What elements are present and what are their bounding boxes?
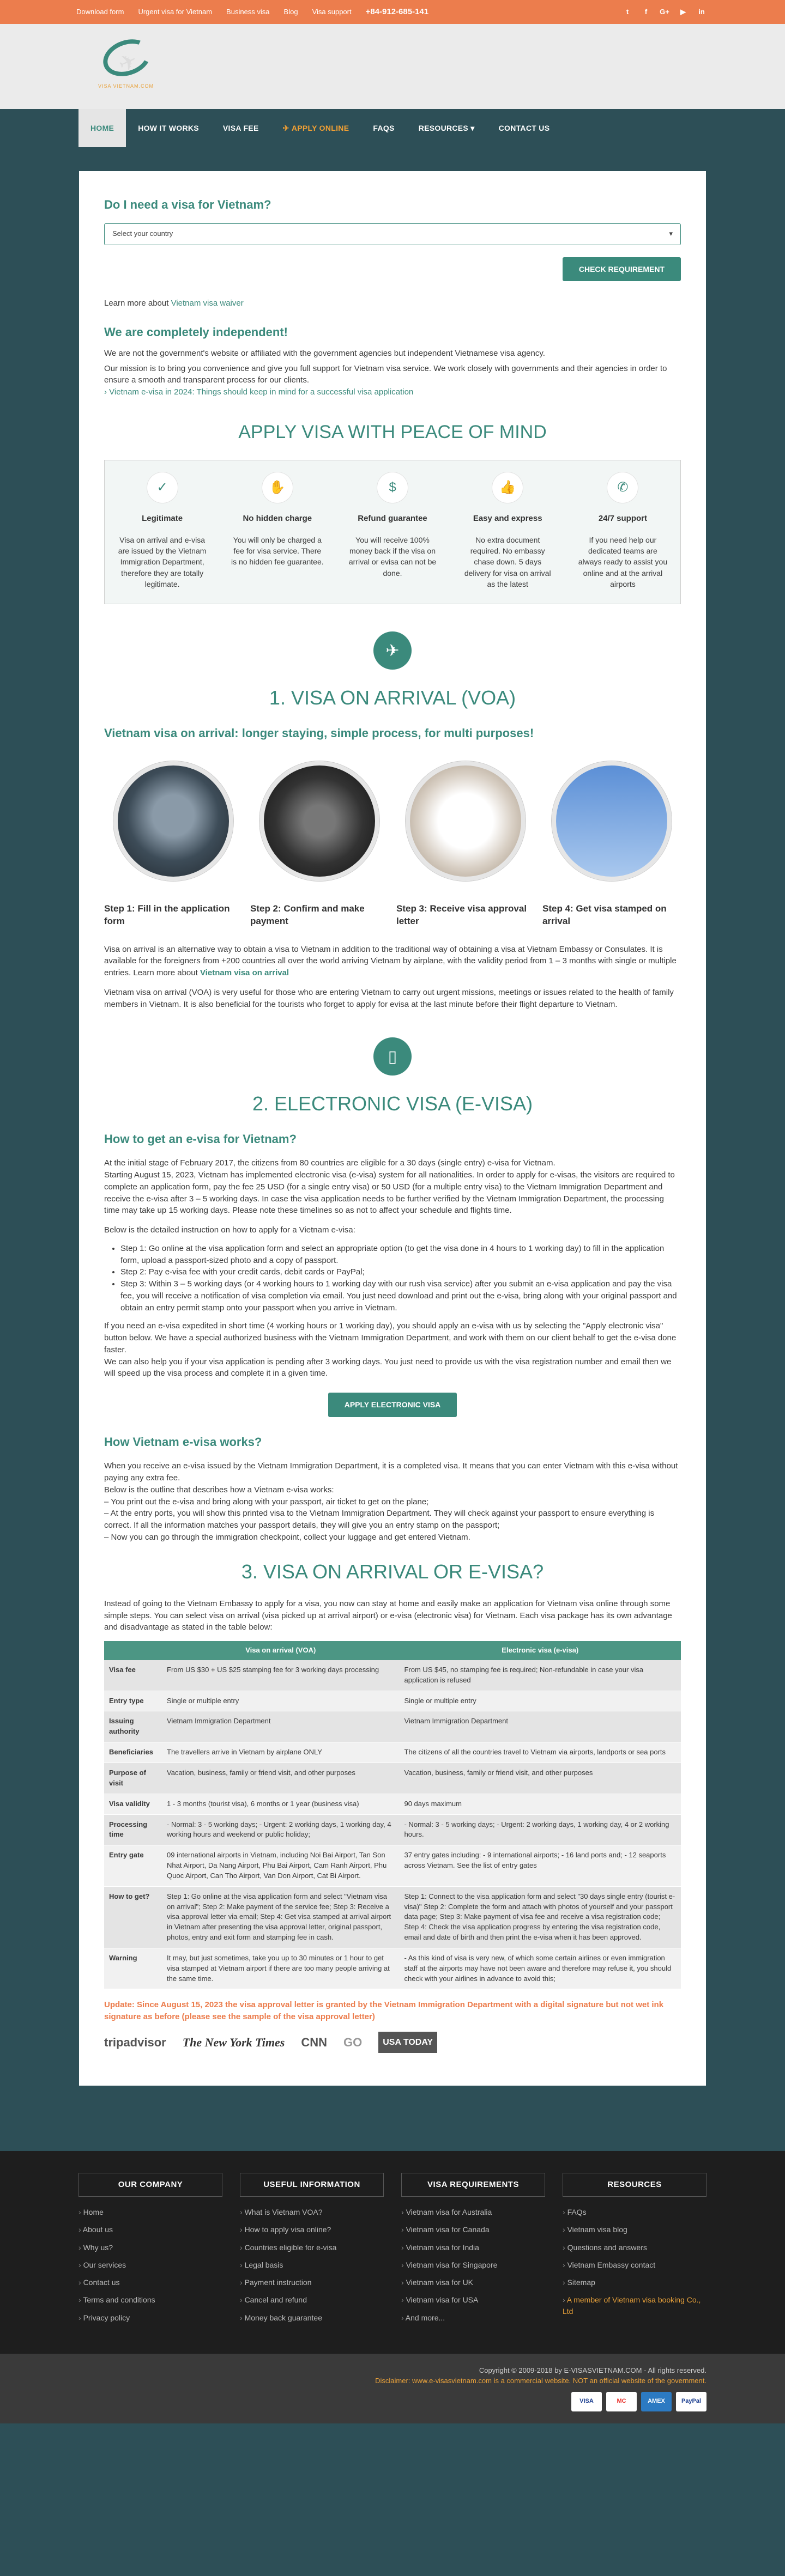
nav-apply-online[interactable] — [271, 109, 361, 147]
footer-col-title: USEFUL INFORMATION — [240, 2173, 384, 2197]
feature-legitimate — [105, 472, 220, 593]
table-cell: Step 1: Connect to the visa application form and select "30 days single entry (tourist e-visa)" Step 2: Complete the form and attach with photos of yourself and your passport data page; Step 3: Make payment of visa fee and receive a visa registration code; Step 4: Check the visa application progress by entering the visa registration code, email and date of birth and then print the e-visa when it has been approved. — [399, 1886, 681, 1948]
youtube-icon[interactable]: ▶ — [680, 7, 686, 16]
step-photo-airplane — [552, 761, 672, 881]
evisa-how-title: How to get an e-visa for Vietnam? — [104, 1132, 297, 1146]
table-cell: Vietnam Immigration Department — [162, 1711, 399, 1742]
voa-text-1 — [104, 944, 681, 979]
table-row — [104, 1763, 681, 1794]
bottom-bar — [0, 2354, 785, 2423]
table-row — [104, 1691, 681, 1711]
feature-refund — [335, 472, 450, 593]
visa-question-title: Do I need a visa for Vietnam? — [104, 198, 271, 211]
evisa-title: 2. ELECTRONIC VISA (E-VISA) — [252, 1092, 533, 1115]
evisa-text-4: If you need an e-visa expedited in short time (4 working hours or 1 working day), you should apply an e-visa with us by selecting the "Apply electronic visa" button below. We have a special authorized business with the Vietnam Immigration Department, and work with them on our client behalf to get the e-visa done faster. — [104, 1321, 677, 1354]
table-cell: From US $45, no stamping fee is required; Non-refundable in case your visa application is refused — [399, 1660, 681, 1691]
twitter-icon[interactable]: t — [626, 7, 629, 16]
feature-no-hidden-charge — [220, 472, 335, 593]
footer-link[interactable]: › Vietnam visa blog — [563, 2221, 706, 2238]
table-cell: 90 days maximum — [399, 1794, 681, 1814]
voa-steps — [104, 761, 681, 927]
table-row — [104, 1794, 681, 1814]
footer-col-title: RESOURCES — [563, 2173, 706, 2197]
feature-text: No extra document required. No embassy chase down. 5 days delivery for visa on arrival as the latest — [464, 535, 551, 589]
footer-link[interactable]: › Vietnam Embassy contact — [563, 2256, 706, 2274]
footer-link[interactable]: › A member of Vietnam visa booking Co., Ltd — [563, 2291, 706, 2320]
voa-subtitle: Vietnam visa on arrival: longer staying, simple process, for multi purposes! — [104, 726, 534, 740]
visa-waiver-link[interactable]: Vietnam visa waiver — [171, 299, 244, 308]
nav-apply-label: APPLY ONLINE — [291, 123, 349, 132]
table-cell: Vietnam Immigration Department — [399, 1711, 681, 1742]
evisa-text-1: At the initial stage of February 2017, the citizens from 80 countries are eligible for a 30 days (single entry) e-visa for Vietnam. — [104, 1158, 555, 1168]
footer-link[interactable]: › How to apply visa online? — [240, 2221, 384, 2238]
table-row — [104, 1742, 681, 1763]
download-form-link[interactable]: Download form — [76, 7, 124, 16]
table-cell: How to get? — [104, 1886, 162, 1948]
compare-intro: Instead of going to the Vietnam Embassy to apply for a visa, you now can stay at home and easily make an application for Vietnam visa online through some simple steps. You can select visa on arrival (visa picked up at arrival airport) or e-visa (electronic visa) for Vietnam. Each visa package has its own advantage and disadvantage as stated in the table below: — [104, 1599, 672, 1632]
step-photo-payment — [259, 761, 379, 881]
evisa-text-3: Below is the detailed instruction on how to apply for a Vietnam e-visa: — [104, 1225, 355, 1235]
table-cell: Processing time — [104, 1814, 162, 1845]
evisa-steps-list — [120, 1243, 681, 1314]
press-logos — [104, 2032, 681, 2053]
table-cell: Visa fee — [104, 1660, 162, 1691]
footer-link[interactable]: › Sitemap — [563, 2274, 706, 2291]
table-cell: - Normal: 3 - 5 working days; - Urgent: 2 working days, 1 working day, 4 working hours and weekend or public holiday; — [162, 1814, 399, 1845]
urgent-visa-link[interactable]: Urgent visa for Vietnam — [138, 7, 213, 16]
feature-text: Visa on arrival and e-visa are issued by the Vietnam Immigration Department, therefore they are totally legitimate. — [118, 535, 207, 589]
table-cell: From US $30 + US $25 stamping fee for 3 working days processing — [162, 1660, 399, 1691]
footer-link[interactable]: › Cancel and refund — [240, 2291, 384, 2308]
table-row — [104, 1660, 681, 1691]
voa-title: 1. VISA ON ARRIVAL (VOA) — [269, 686, 516, 709]
evisa-text-2: Starting August 15, 2023, Vietnam has implemented electronic visa (e-visa) system for all nationalities. In order to apply for e-visas, the visitors are required to complete an application form, pay the fee 25 USD (for a single entry visa) or 50 USD (for a multiple entry visa) to the Vietnam Immigration Department and receive the e-visa after 3 – 5 working days. In case the visa application needs to be further verified by the Vietnam Immigration Department, the processing time may take up 15 working days. Please note these timelines so as not to affect your schedule and flights time. — [104, 1170, 675, 1216]
payment-cards — [78, 2392, 706, 2411]
peace-of-mind-title: APPLY VISA WITH PEACE OF MIND — [238, 421, 547, 442]
footer-link[interactable]: › Questions and answers — [563, 2239, 706, 2256]
features-box — [104, 460, 681, 604]
paypal-icon: PayPal — [676, 2392, 706, 2411]
main-content — [79, 171, 706, 2086]
evisa-text-9: – At the entry ports, you will show this printed visa to the Vietnam Immigration Department. They will check against your passport to ensure everything is correct. If all the information matches your passport details, they will give you an entry stamp on the passport; — [104, 1509, 655, 1530]
google-plus-icon[interactable]: G+ — [660, 7, 669, 16]
footer-link[interactable]: › Contact us — [78, 2274, 222, 2291]
table-cell: 1 - 3 months (tourist visa), 6 months or 1 year (business visa) — [162, 1794, 399, 1814]
plane-icon: ✈ — [282, 123, 292, 132]
feature-text: You will receive 100% money back if the visa on arrival or evisa can not be done. — [348, 535, 437, 578]
table-cell: Purpose of visit — [104, 1763, 162, 1794]
evisa-text-5: We can also help you if your visa application is pending after 3 working days. You just need to provide us with the visa registration number and email then we will speed up the visa process and complete it in a given time. — [104, 1357, 672, 1378]
usa-today-logo: USA TODAY — [378, 2032, 437, 2053]
list-item: • Step 3: Within 3 – 5 working days (or 4 working hours to 1 working day with our rush visa service) after you submit an e-visa application and pay the visa fee, you will receive a notification of visa completion via email. You just need download and print out the e-visa, bring along with your original passport and obtain an entry permit stamp onto your passport when you arrive in Vietnam. — [120, 1278, 681, 1314]
table-cell: The travellers arrive in Vietnam by airplane ONLY — [162, 1742, 399, 1763]
step-photo-form — [113, 761, 233, 881]
step-title: Step 1: Fill in the application form — [104, 903, 230, 926]
table-header — [104, 1641, 162, 1660]
table-row — [104, 1711, 681, 1742]
nav-contact-us[interactable]: CONTACT US — [498, 123, 550, 132]
independent-text-2: Our mission is to bring you convenience and give you full support for Vietnam visa service. We work closely with governments and their agencies in order to ensure a smooth and transparent process for our clients. — [104, 363, 667, 385]
footer-link[interactable]: › Why us? — [78, 2239, 222, 2256]
topbar — [0, 0, 785, 24]
footer-link[interactable]: › Vietnam visa for UK — [401, 2274, 545, 2291]
main-nav — [0, 109, 785, 147]
nav-resources-label: RESOURCES — [418, 123, 469, 132]
check-badge-icon: ✓ — [147, 472, 178, 503]
table-cell: 09 international airports in Vietnam, including Noi Bai Airport, Tan Son Nhat Airport, Da Nang Airport, Phu Bai Airport, Cam Ranh Airport, Phu Quoc Airport, Can Tho Airport, Van Don Airport, Cat Bi Airport. — [162, 1845, 399, 1887]
independent-text-1: We are not the government's website or affiliated with the government agencies but independent Vietnamese visa agency. — [104, 348, 545, 358]
table-cell: Warning — [104, 1948, 162, 1989]
footer-link[interactable]: › Vietnam visa for USA — [401, 2291, 545, 2308]
table-cell: Single or multiple entry — [162, 1691, 399, 1711]
caret-down-icon: ▾ — [468, 123, 475, 132]
table-header: Visa on arrival (VOA) — [162, 1641, 399, 1660]
footer-link[interactable]: › Vietnam visa for India — [401, 2239, 545, 2256]
footer-col-resources — [563, 2173, 706, 2326]
nav-resources[interactable] — [407, 109, 487, 147]
dollar-icon: $ — [377, 472, 408, 503]
table-cell: The citizens of all the countries travel to Vietnam via airports, landports or sea ports — [399, 1742, 681, 1763]
table-cell: Entry type — [104, 1691, 162, 1711]
footer-link[interactable]: › What is Vietnam VOA? — [240, 2203, 384, 2221]
blog-link[interactable]: Blog — [283, 7, 298, 16]
step-title: Step 2: Confirm and make payment — [250, 903, 365, 926]
table-cell: Entry gate — [104, 1845, 162, 1887]
footer-col-info — [240, 2173, 384, 2326]
table-cell: 37 entry gates including: - 9 international airports; - 16 land ports and; - 12 seaports across Vietnam. See the list of entry gates — [399, 1845, 681, 1887]
table-row — [104, 1886, 681, 1948]
voa-step — [542, 761, 681, 927]
hand-icon: ✋ — [262, 472, 293, 503]
footer-link[interactable]: › About us — [78, 2221, 222, 2238]
evisa-text-7: Below is the outline that describes how a Vietnam e-visa works: — [104, 1485, 334, 1494]
feature-title: Easy and express — [473, 514, 542, 524]
table-header: Electronic visa (e-visa) — [399, 1641, 681, 1660]
evisa-2024-link[interactable]: › Vietnam e-visa in 2024: Things should keep in mind for a successful visa application — [104, 387, 414, 397]
feature-title: 24/7 support — [598, 514, 647, 524]
feature-support — [565, 472, 680, 593]
footer-link[interactable]: › Vietnam visa for Singapore — [401, 2256, 545, 2274]
table-cell: Visa validity — [104, 1794, 162, 1814]
voa-text-1-body: Visa on arrival is an alternative way to obtain a visa to Vietnam in addition to the traditional way of obtaining a visa at Vietnam Embassy or Consulates. It is available for the foreigners from +200 countries all over the world arriving Vietnam by airplane, with the validity period from 1 – 3 months with single or multiple entries. Learn more about — [104, 944, 677, 978]
nav-home[interactable]: HOME — [78, 109, 126, 147]
table-cell: - Normal: 3 - 5 working days; - Urgent: 2 working days, 1 working day, 4 or 2 working hours. — [399, 1814, 681, 1845]
table-cell: - As this kind of visa is very new, of which some certain airlines or even immigration staff at the airports may have not been aware and therefore may refuse it, you should check with your airlines in advance to avoid this; — [399, 1948, 681, 1989]
visa-support-link[interactable]: Visa support — [312, 7, 352, 16]
learn-more-label: Learn more about — [104, 299, 169, 308]
step-photo-letter — [406, 761, 526, 881]
feature-text: If you need help our dedicated teams are always ready to assist you online and at the arrival airports — [578, 535, 668, 589]
footer-link[interactable]: › Our services — [78, 2256, 222, 2274]
table-cell: Beneficiaries — [104, 1742, 162, 1763]
footer-link[interactable]: › Vietnam visa for Canada — [401, 2221, 545, 2238]
voa-step — [104, 761, 243, 927]
step-title: Step 3: Receive visa approval letter — [396, 903, 527, 926]
mobile-phone-icon: ▯ — [373, 1037, 412, 1076]
thumbs-up-icon: 👍 — [492, 472, 523, 503]
plane-icon: ✈ — [114, 47, 142, 78]
independent-title: We are completely independent! — [104, 325, 288, 339]
evisa-text-8: – You print out the e-visa and bring along with your passport, air ticket to get on the plane; — [104, 1497, 429, 1506]
table-cell: Vacation, business, family or friend visit, and other purposes — [162, 1763, 399, 1794]
feature-easy-express — [450, 472, 565, 593]
compare-title: 3. VISA ON ARRIVAL OR E-VISA? — [241, 1560, 544, 1583]
copyright: Copyright © 2009-2018 by E-VISASVIETNAM.COM - All rights reserved. — [479, 2366, 706, 2374]
nytimes-logo: The New York Times — [182, 2035, 285, 2049]
comparison-table — [104, 1641, 681, 1989]
site-logo[interactable] — [93, 35, 169, 95]
content-wrapper — [0, 147, 785, 2151]
table-row — [104, 1948, 681, 1989]
voa-link[interactable]: Vietnam visa on arrival — [200, 968, 289, 978]
table-cell: Issuing authority — [104, 1711, 162, 1742]
list-item: • Step 2: Pay e-visa fee with your credit cards, debit cards or PayPal; — [120, 1266, 681, 1278]
footer-link[interactable]: › Money back guarantee — [240, 2309, 384, 2326]
nav-how-it-works[interactable]: HOW IT WORKS — [138, 123, 199, 132]
feature-title: No hidden charge — [243, 514, 312, 524]
voa-step — [396, 761, 535, 927]
table-row — [104, 1814, 681, 1845]
visa-waiver-line — [104, 297, 681, 309]
footer-col-requirements — [401, 2173, 545, 2326]
footer-link[interactable]: › Privacy policy — [78, 2309, 222, 2326]
check-requirement-button[interactable]: CHECK REQUIREMENT — [563, 257, 681, 281]
social-links — [620, 5, 709, 19]
apply-evisa-button[interactable]: APPLY ELECTRONIC VISA — [328, 1393, 457, 1417]
footer-link[interactable]: › And more... — [401, 2309, 545, 2326]
cnn-logo: CNN — [301, 2035, 327, 2049]
phone-icon: ✆ — [607, 472, 638, 503]
update-notice: Update: Since August 15, 2023 the visa approval letter is granted by the Vietnam Immigration Department with a digital signature but not wet ink signature as before (please see the sample of the visa approval letter) — [104, 2000, 664, 2022]
voa-text-2: Vietnam visa on arrival (VOA) is very useful for those who are entering Vietnam to carry out urgent missions, meetings or issues related to the health of family members in Vietnam. It is also beneficial for the tourists who forget to apply for evisa at the last minute before their flight departure to Vietnam. — [104, 987, 674, 1009]
amex-icon: AMEX — [641, 2392, 672, 2411]
go-logo: GO — [343, 2035, 363, 2049]
footer-link[interactable]: › Terms and conditions — [78, 2291, 222, 2308]
feature-title: Refund guarantee — [358, 514, 427, 524]
business-visa-link[interactable]: Business visa — [226, 7, 270, 16]
tripadvisor-logo: tripadvisor — [104, 2035, 166, 2049]
evisa-text-6: When you receive an e-visa issued by the Vietnam Immigration Department, it is a completed visa. It means that you can enter Vietnam with this e-visa without paying any extra fee. — [104, 1461, 678, 1483]
linkedin-icon[interactable]: in — [698, 7, 705, 16]
evisa-works-title: How Vietnam e-visa works? — [104, 1435, 262, 1449]
footer-link[interactable]: › Vietnam visa for Australia — [401, 2203, 545, 2221]
voa-step — [250, 761, 389, 927]
footer-col-title: VISA REQUIREMENTS — [401, 2173, 545, 2197]
footer-col-company — [78, 2173, 222, 2326]
footer-link[interactable]: › Countries eligible for e-visa — [240, 2239, 384, 2256]
header — [0, 24, 785, 109]
logo-text: VISA VIETNAM.COM — [98, 83, 154, 89]
topbar-links — [76, 6, 428, 18]
table-cell: It may, but just sometimes, take you up to 30 minutes or 1 hour to get visa stamped at Vietnam airport if there are too many people arriving at the same time. — [162, 1948, 399, 1989]
list-item: • Step 1: Go online at the visa application form and select an appropriate option (to get the visa done in 4 hours to 1 working day) to fill in the application form, upload a passport-sized photo and a copy of passport. — [120, 1243, 681, 1267]
table-cell: Vacation, business, family or friend visit, and other purposes — [399, 1763, 681, 1794]
footer-link[interactable]: › Home — [78, 2203, 222, 2221]
facebook-icon[interactable]: f — [644, 7, 648, 16]
evisa-text-10: – Now you can go through the immigration checkpoint, collect your luggage and get entered Vietnam. — [104, 1532, 470, 1542]
footer-link[interactable]: › FAQs — [563, 2203, 706, 2221]
footer-link[interactable]: › Payment instruction — [240, 2274, 384, 2291]
table-cell: Single or multiple entry — [399, 1691, 681, 1711]
country-select[interactable] — [104, 223, 681, 245]
table-cell: Step 1: Go online at the visa application form and select "Vietnam visa on arrival"; Step 2: Make payment of the service fee; Step 3: Receive a visa approval letter via email; Step 4: Get visa stamped at arrival airport in Vietnam after presenting the visa approval letter, original passport, photos, entry and exit form and stamping fee in cash. — [162, 1886, 399, 1948]
phone-number[interactable]: +84-912-685-141 — [365, 7, 429, 17]
nav-faqs[interactable]: FAQS — [373, 123, 395, 132]
disclaimer: Disclaimer: www.e-visasvietnam.com is a commercial website. NOT an official website of the government. — [375, 2376, 706, 2385]
nav-visa-fee[interactable]: VISA FEE — [222, 123, 259, 132]
chevron-down-icon: ▾ — [669, 229, 673, 238]
step-title: Step 4: Get visa stamped on arrival — [542, 903, 667, 926]
footer-col-title: OUR COMPANY — [78, 2173, 222, 2197]
plane-icon: ✈ — [373, 631, 412, 670]
feature-title: Legitimate — [142, 514, 183, 524]
mastercard-icon: MC — [606, 2392, 637, 2411]
footer-link[interactable]: › Legal basis — [240, 2256, 384, 2274]
visa-card-icon: VISA — [571, 2392, 602, 2411]
country-select-value: Select your country — [112, 229, 173, 238]
feature-text: You will only be charged a fee for visa service. There is no hidden fee guarantee. — [231, 535, 324, 567]
table-row — [104, 1845, 681, 1887]
footer — [0, 2151, 785, 2354]
